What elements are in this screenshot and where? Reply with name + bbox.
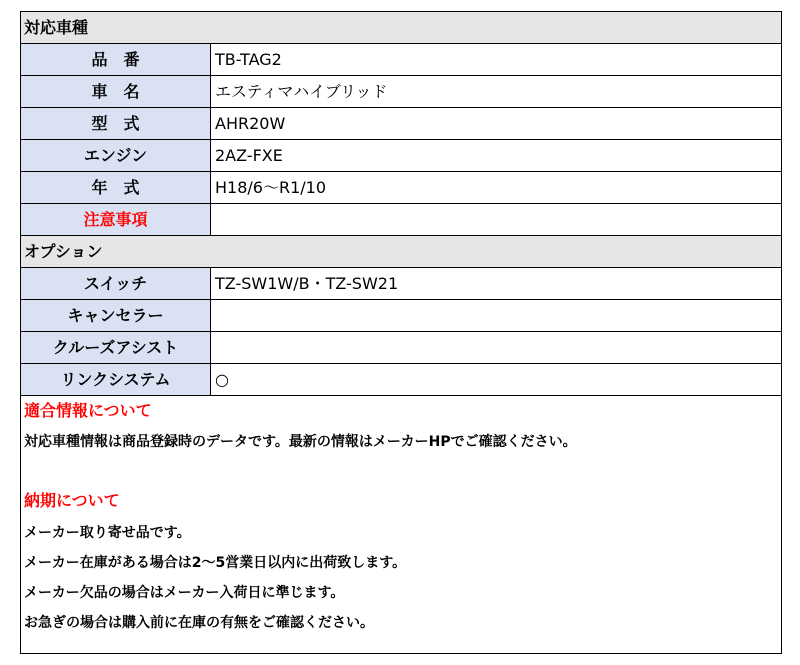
row-canceller: [21, 300, 781, 332]
value-link-system: ○: [215, 370, 229, 389]
section-compatible-vehicles: 対応車種: [21, 12, 781, 44]
delivery-heading: 納期について: [24, 491, 120, 510]
row-link-system: [21, 364, 781, 396]
row-part-number: [21, 44, 781, 76]
row-switch: [21, 268, 781, 300]
label-cruise-assist: クルーズアシスト: [21, 332, 211, 363]
delivery-line-1: メーカー取り寄せ品です。: [24, 525, 191, 541]
row-model-code: [21, 108, 781, 140]
fit-info-text: 対応車種情報は商品登録時のデータです。最新の情報はメーカーHPでご確認ください。: [24, 434, 577, 450]
spec-table: [20, 11, 782, 654]
row-model-year: [21, 172, 781, 204]
label-link-system: リンクシステム: [21, 364, 211, 395]
row-engine: [21, 140, 781, 172]
row-notes: [21, 204, 781, 236]
value-model-year: H18/6〜R1/10: [215, 178, 327, 197]
delivery-line-3: メーカー欠品の場合はメーカー入荷日に準じます。: [24, 585, 345, 601]
label-notes: 注意事項: [21, 204, 211, 235]
label-part-number: 品 番: [21, 44, 211, 75]
label-canceller: キャンセラー: [21, 300, 211, 331]
label-model-code: 型 式: [21, 108, 211, 139]
label-engine: エンジン: [21, 140, 211, 171]
delivery-line-4: お急ぎの場合は購入前に在庫の有無をご確認ください。: [24, 615, 374, 631]
label-switch: スイッチ: [21, 268, 211, 299]
label-model-year: 年 式: [21, 172, 211, 203]
label-vehicle-name: 車 名: [21, 76, 211, 107]
value-switch: TZ-SW1W/B・TZ-SW21: [215, 274, 399, 293]
row-cruise-assist: [21, 332, 781, 364]
value-model-code: AHR20W: [215, 114, 286, 133]
value-part-number: TB-TAG2: [215, 50, 282, 69]
fit-info-heading: 適合情報について: [24, 401, 152, 420]
value-engine: 2AZ-FXE: [215, 146, 283, 165]
value-vehicle-name: エスティマハイブリッド: [215, 82, 388, 101]
row-vehicle-name: [21, 76, 781, 108]
section-options: オプション: [21, 236, 781, 268]
delivery-line-2: メーカー在庫がある場合は2〜5営業日以内に出荷致します。: [24, 555, 407, 571]
